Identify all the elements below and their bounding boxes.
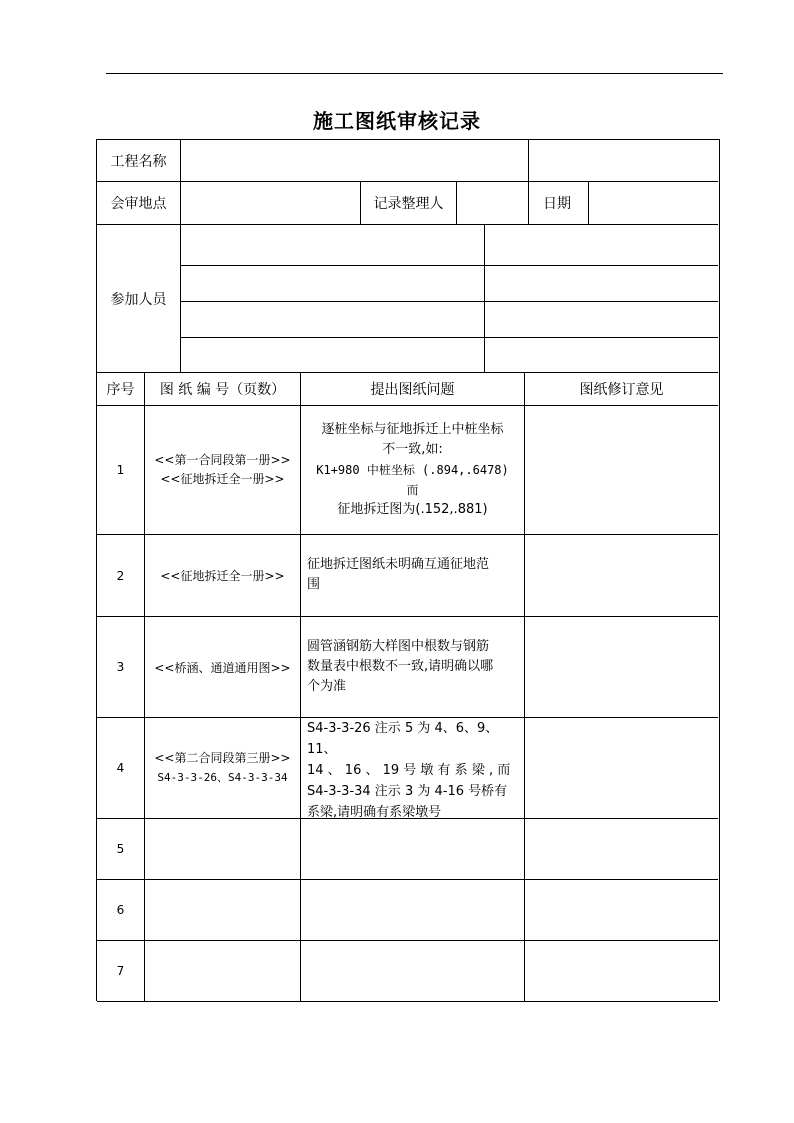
- participants-label: 参加人员: [97, 225, 181, 373]
- issue-line: 不一致,如:: [382, 442, 443, 457]
- issue-line: 14 、 16 、 19 号 墩 有 系 梁 , 而: [307, 763, 511, 778]
- issue-line: 系梁,请明确有系梁墩号: [307, 805, 442, 820]
- issue-line: K1+980 中桩坐标 (.894,.6478) 而: [316, 463, 509, 497]
- row-issue[interactable]: [301, 819, 525, 880]
- review-table: [96, 139, 720, 1001]
- row-drawing[interactable]: [145, 941, 301, 1002]
- row-no: 5: [97, 819, 145, 880]
- recorder-field[interactable]: [457, 182, 529, 225]
- meeting-place-field[interactable]: [181, 182, 361, 225]
- row-drawing: [145, 406, 301, 535]
- row-revision[interactable]: [525, 819, 718, 880]
- project-name-extra-field[interactable]: [529, 140, 718, 182]
- participant-field[interactable]: [485, 302, 718, 338]
- row-revision[interactable]: [525, 617, 718, 718]
- row-revision[interactable]: [525, 535, 718, 617]
- row-no: 7: [97, 941, 145, 1002]
- row-revision[interactable]: [525, 718, 718, 819]
- date-label: 日期: [529, 182, 589, 225]
- row-drawing: [145, 617, 301, 718]
- issue-line: 个为准: [307, 679, 347, 694]
- project-name-field[interactable]: [181, 140, 529, 182]
- row-drawing: [145, 535, 301, 617]
- col-header-revision: 图纸修订意见: [525, 373, 718, 406]
- issue-line: S4-3-3-26 注示 5 为 4、6、9、11、: [307, 721, 499, 757]
- col-header-no: 序号: [97, 373, 145, 406]
- row-revision[interactable]: [525, 406, 718, 535]
- col-header-drawing: 图 纸 编 号（页数）: [145, 373, 301, 406]
- project-name-label: 工程名称: [97, 140, 181, 182]
- issue-line: 征地拆迁图为(.152,.881): [337, 502, 488, 517]
- drawing-line: <<第二合同段第三册>>: [154, 751, 291, 765]
- row-no: 6: [97, 880, 145, 941]
- participant-field[interactable]: [181, 302, 485, 338]
- row-no: 2: [97, 535, 145, 617]
- page-title: 施工图纸审核记录: [313, 109, 481, 133]
- participant-field[interactable]: [181, 266, 485, 302]
- issue-line: 圆管涵钢筋大样图中根数与钢筋: [307, 639, 490, 654]
- row-issue: [301, 617, 525, 718]
- issue-line: 逐桩坐标与征地拆迁上中桩坐标: [321, 422, 504, 437]
- date-field[interactable]: [589, 182, 718, 225]
- row-revision[interactable]: [525, 880, 718, 941]
- issue-line: 围: [307, 577, 321, 592]
- row-issue[interactable]: [301, 941, 525, 1002]
- recorder-label: 记录整理人: [361, 182, 457, 225]
- row-no: 4: [97, 718, 145, 819]
- header-rule: [106, 73, 723, 74]
- row-issue: [301, 718, 525, 819]
- drawing-line: <<桥涵、通道通用图>>: [154, 660, 291, 675]
- participant-field[interactable]: [181, 225, 485, 266]
- row-drawing: [145, 718, 301, 819]
- issue-line: 数量表中根数不一致,请明确以哪: [307, 659, 494, 674]
- row-issue[interactable]: [301, 880, 525, 941]
- participant-field[interactable]: [485, 338, 718, 373]
- drawing-line: <<征地拆迁全一册>>: [160, 569, 285, 583]
- row-no: 3: [97, 617, 145, 718]
- issue-line: S4-3-3-34 注示 3 为 4-16 号桥有: [307, 784, 508, 799]
- row-revision[interactable]: [525, 941, 718, 1002]
- row-drawing[interactable]: [145, 880, 301, 941]
- drawing-line: S4-3-3-26、S4-3-3-34: [157, 771, 288, 784]
- col-header-issue: 提出图纸问题: [301, 373, 525, 406]
- row-no: 1: [97, 406, 145, 535]
- row-issue: [301, 406, 525, 535]
- participant-field[interactable]: [181, 338, 485, 373]
- row-drawing[interactable]: [145, 819, 301, 880]
- drawing-line: <<征地拆迁全一册>>: [160, 472, 285, 486]
- participant-field[interactable]: [485, 266, 718, 302]
- issue-line: 征地拆迁图纸未明确互通征地范: [307, 557, 490, 572]
- participant-field[interactable]: [485, 225, 718, 266]
- row-issue: [301, 535, 525, 617]
- meeting-place-label: 会审地点: [97, 182, 181, 225]
- drawing-line: <<第一合同段第一册>>: [154, 453, 291, 467]
